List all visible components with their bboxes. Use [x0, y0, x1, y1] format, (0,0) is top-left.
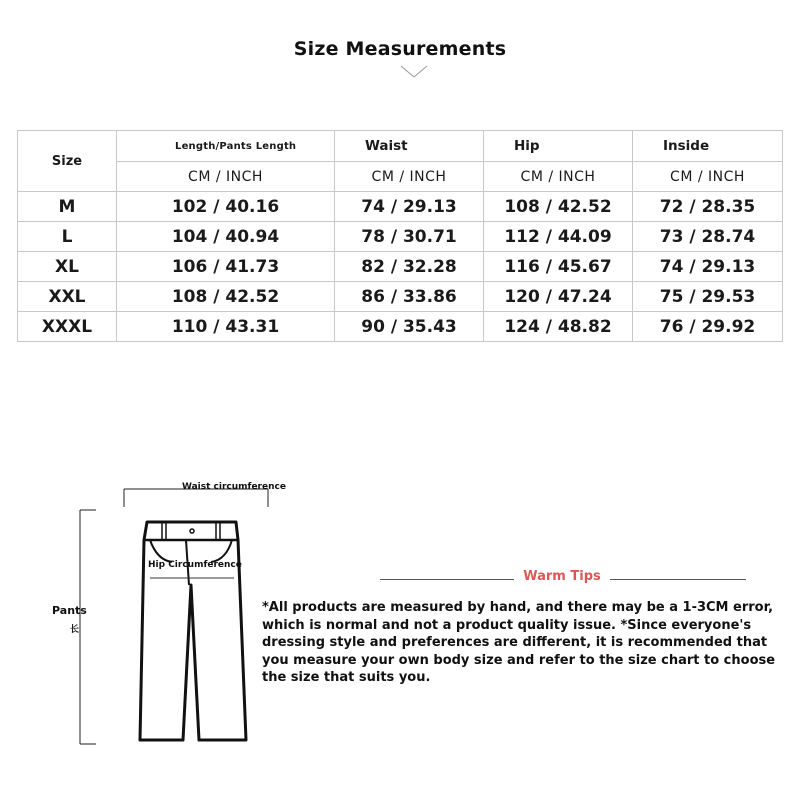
table-row [18, 282, 783, 312]
unit-hip: CM / INCH [484, 162, 633, 192]
hip-cell: 116 / 45.67 [484, 252, 633, 282]
table-unit-row [18, 162, 783, 192]
table-row [18, 312, 783, 342]
warm-tips-text: *All products are measured by hand, and there may be a 1-3CM error, which is normal and not a product quality issue. *Since everyone's dressing style and preferences are different, it is recommended that you measure your own body size and refer to the size chart to choose the size that suits you. [262, 600, 776, 685]
inside-cell: 72 / 28.35 [633, 192, 783, 222]
length-cell: 104 / 40.94 [117, 222, 335, 252]
size-cell: L [18, 222, 117, 252]
length-cell: 110 / 43.31 [117, 312, 335, 342]
page-title: Size Measurements [293, 38, 507, 60]
hip-cell: 120 / 47.24 [484, 282, 633, 312]
column-header-inside: Inside [633, 131, 783, 162]
unit-inside: CM / INCH [633, 162, 783, 192]
hip-cell: 108 / 42.52 [484, 192, 633, 222]
column-header-waist: Waist [335, 131, 484, 162]
table-row [18, 222, 783, 252]
pants-length-label: Pants [52, 604, 87, 617]
warm-tips-title: Warm Tips [523, 569, 601, 584]
size-table [17, 130, 783, 342]
waist-cell: 82 / 32.28 [335, 252, 484, 282]
inside-cell: 73 / 28.74 [633, 222, 783, 252]
waist-cell: 86 / 33.86 [335, 282, 484, 312]
column-header-length: Length/Pants Length [117, 131, 335, 162]
table-header-row [18, 131, 783, 162]
hip-cell: 112 / 44.09 [484, 222, 633, 252]
unit-waist: CM / INCH [335, 162, 484, 192]
tips-divider-left [380, 579, 514, 580]
inside-cell: 75 / 29.53 [633, 282, 783, 312]
pants-diagram [0, 470, 300, 760]
unit-length: CM / INCH [117, 162, 335, 192]
hip-cell: 124 / 48.82 [484, 312, 633, 342]
size-header: Size [18, 131, 117, 192]
waist-cell: 78 / 30.71 [335, 222, 484, 252]
pants-outline-icon [140, 522, 246, 740]
length-measure-line [80, 510, 96, 744]
column-header-hip: Hip [484, 131, 633, 162]
length-cell: 108 / 42.52 [117, 282, 335, 312]
waist-cell: 90 / 35.43 [335, 312, 484, 342]
inside-cell: 74 / 29.13 [633, 252, 783, 282]
waist-circumference-label: Waist circumference [182, 482, 286, 492]
table-row [18, 192, 783, 222]
size-cell: XXXL [18, 312, 117, 342]
tips-divider-right [610, 579, 746, 580]
size-cell: XXL [18, 282, 117, 312]
chevron-down-icon [399, 64, 429, 80]
inside-cell: 76 / 29.92 [633, 312, 783, 342]
hip-circumference-label: Hip Circumference [148, 560, 242, 570]
size-cell: XL [18, 252, 117, 282]
waist-cell: 74 / 29.13 [335, 192, 484, 222]
length-cell: 102 / 40.16 [117, 192, 335, 222]
pants-length-sublabel: 长 [70, 625, 80, 635]
length-cell: 106 / 41.73 [117, 252, 335, 282]
size-cell: M [18, 192, 117, 222]
table-row [18, 252, 783, 282]
